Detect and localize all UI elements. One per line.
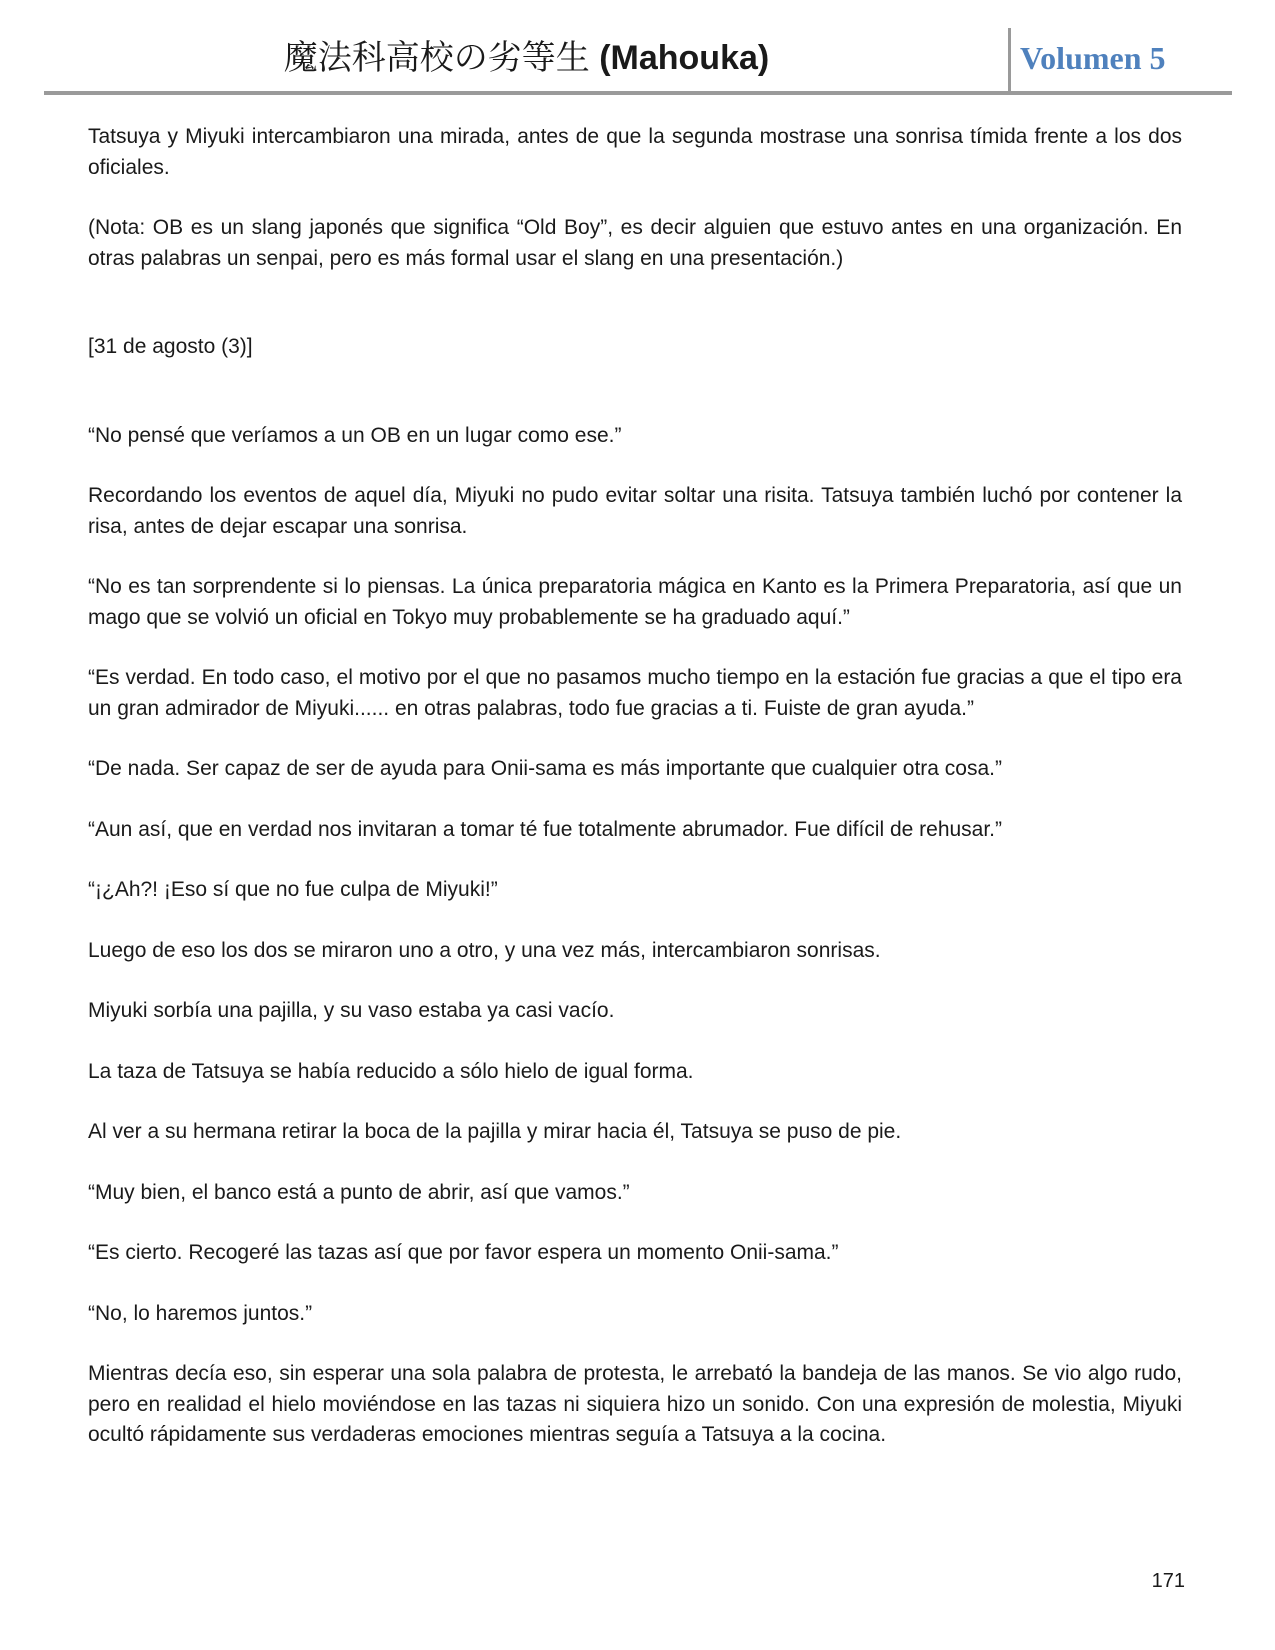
paragraph: “No, lo haremos juntos.” [88,1301,313,1325]
page-number: 171 [1151,1570,1185,1592]
paragraph: Miyuki sorbía una pajilla, y su vaso estaba ya casi vacío. [88,999,615,1022]
paragraph: Mientras decía eso, sin esperar una sola palabra de protesta, le arrebató la bandeja de las manos. Se vio algo rudo, pero en realidad el hielo moviéndose en las tazas ni siquiera hizo un sonido. Con una expresión de molestia, Miyuki ocultó rápidamente sus verdaderas emociones mientras seguía a Tatsuya a la cocina. [88,1362,1182,1446]
header-rule [44,91,1232,95]
paragraph: “Es verdad. En todo caso, el motivo por el que no pasamos mucho tiempo en la estación fue gracias a que el tipo era un gran admirador de Miyuki...... en otras palabras, todo fue gracias a ti. Fuiste de gran ayuda.” [88,666,1182,720]
paragraph: “No es tan sorprendente si lo piensas. La única preparatoria mágica en Kanto es la Primera Preparatoria, así que un mago que se volvió un oficial en Tokyo muy probablemente se ha graduado aquí.” [88,575,1182,629]
header-divider [1008,28,1011,92]
volume-label: Volumen 5 [1020,40,1166,76]
paragraph: Recordando los eventos de aquel día, Miyuki no pudo evitar soltar una risita. Tatsuya también luchó por contener la risa, antes de dejar escapar una sonrisa. [88,484,1182,538]
paragraph: “De nada. Ser capaz de ser de ayuda para Onii-sama es más importante que cualquier otra cosa.” [88,757,1002,780]
book-title-latin: (Mahouka) [599,39,770,77]
page-body [88,122,1182,1481]
section-heading: [31 de agosto (3)] [88,335,253,358]
page-header [44,28,1232,94]
paragraph: Al ver a su hermana retirar la boca de la pajilla y mirar hacia él, Tatsuya se puso de pie. [88,1120,902,1143]
book-title [44,36,1009,80]
paragraph: “Aun así, que en verdad nos invitaran a tomar té fue totalmente abrumador. Fue difícil de rehusar.” [88,817,1003,841]
book-title-japanese: 魔法科高校の劣等生 [283,39,590,77]
paragraph: Tatsuya y Miyuki intercambiaron una mirada, antes de que la segunda mostrase una sonrisa tímida frente a los dos oficiales. [88,125,1182,179]
paragraph: La taza de Tatsuya se había reducido a sólo hielo de igual forma. [88,1059,694,1083]
paragraph: “No pensé que veríamos a un OB en un lugar como ese.” [88,423,622,447]
paragraph: “Es cierto. Recogeré las tazas así que por favor espera un momento Onii-sama.” [88,1241,839,1264]
paragraph: Luego de eso los dos se miraron uno a otro, y una vez más, intercambiaron sonrisas. [88,938,881,962]
translator-note: (Nota: OB es un slang japonés que significa “Old Boy”, es decir alguien que estuvo antes en una organización. En otras palabras un senpai, pero es más formal usar el slang en una presentación.) [88,216,1182,270]
paragraph: “Muy bien, el banco está a punto de abrir, así que vamos.” [88,1180,630,1204]
paragraph: “¡¿Ah?! ¡Eso sí que no fue culpa de Miyuki!” [88,878,498,901]
